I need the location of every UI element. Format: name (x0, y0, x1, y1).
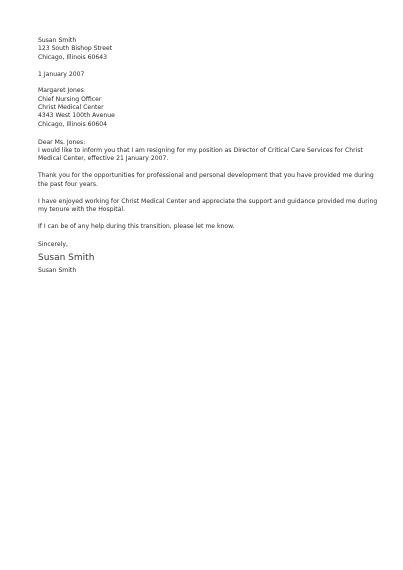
paragraph-1-line-1: I would like to inform you that I am resigning for my position as Director of Critical Care Services for Christ (38, 147, 363, 155)
paragraph-4-line-1: If I can be of any help during this transition, please let me know. (38, 223, 235, 231)
recipient-name: Margaret Jones (38, 87, 84, 95)
paragraph-3 (38, 197, 378, 215)
closing: Sincerely, (38, 241, 68, 249)
sender-name: Susan Smith (38, 37, 77, 44)
sender-city: Chicago, Illinois 60643 (38, 53, 108, 61)
recipient-street: 4343 West 100th Avenue (38, 112, 115, 120)
paragraph-3-line-2: my tenure with the Hospital. (38, 206, 126, 214)
letter-date: 1 January 2007 (38, 70, 85, 78)
recipient-title: Chief Nursing Officer (38, 95, 102, 103)
sender-address (38, 37, 368, 62)
paragraph-2-line-2: the past four years. (38, 180, 98, 188)
recipient-address (38, 87, 368, 129)
paragraph-1-line-2: Medical Center, effective 21 January 2007. (38, 155, 169, 163)
paragraph-3-line-1: I have enjoyed working for Christ Medical Center and appreciate the support and guidance provided me during (38, 197, 378, 205)
salutation: Dear Ms. Jones: (38, 138, 86, 146)
resignation-letter (38, 37, 378, 276)
paragraph-2-line-1: Thank you for the opportunities for professional and personal development that you have provided me during (38, 172, 374, 180)
recipient-organization: Christ Medical Center (38, 104, 104, 112)
signature: Susan Smith (38, 253, 95, 264)
paragraph-4 (38, 223, 368, 231)
paragraph-2 (38, 172, 374, 189)
sender-street: 123 South Bishop Street (38, 45, 113, 53)
typed-name: Susan Smith (38, 267, 77, 275)
recipient-city: Chicago, Illinois 60604 (38, 120, 108, 128)
paragraph-1 (38, 147, 368, 164)
